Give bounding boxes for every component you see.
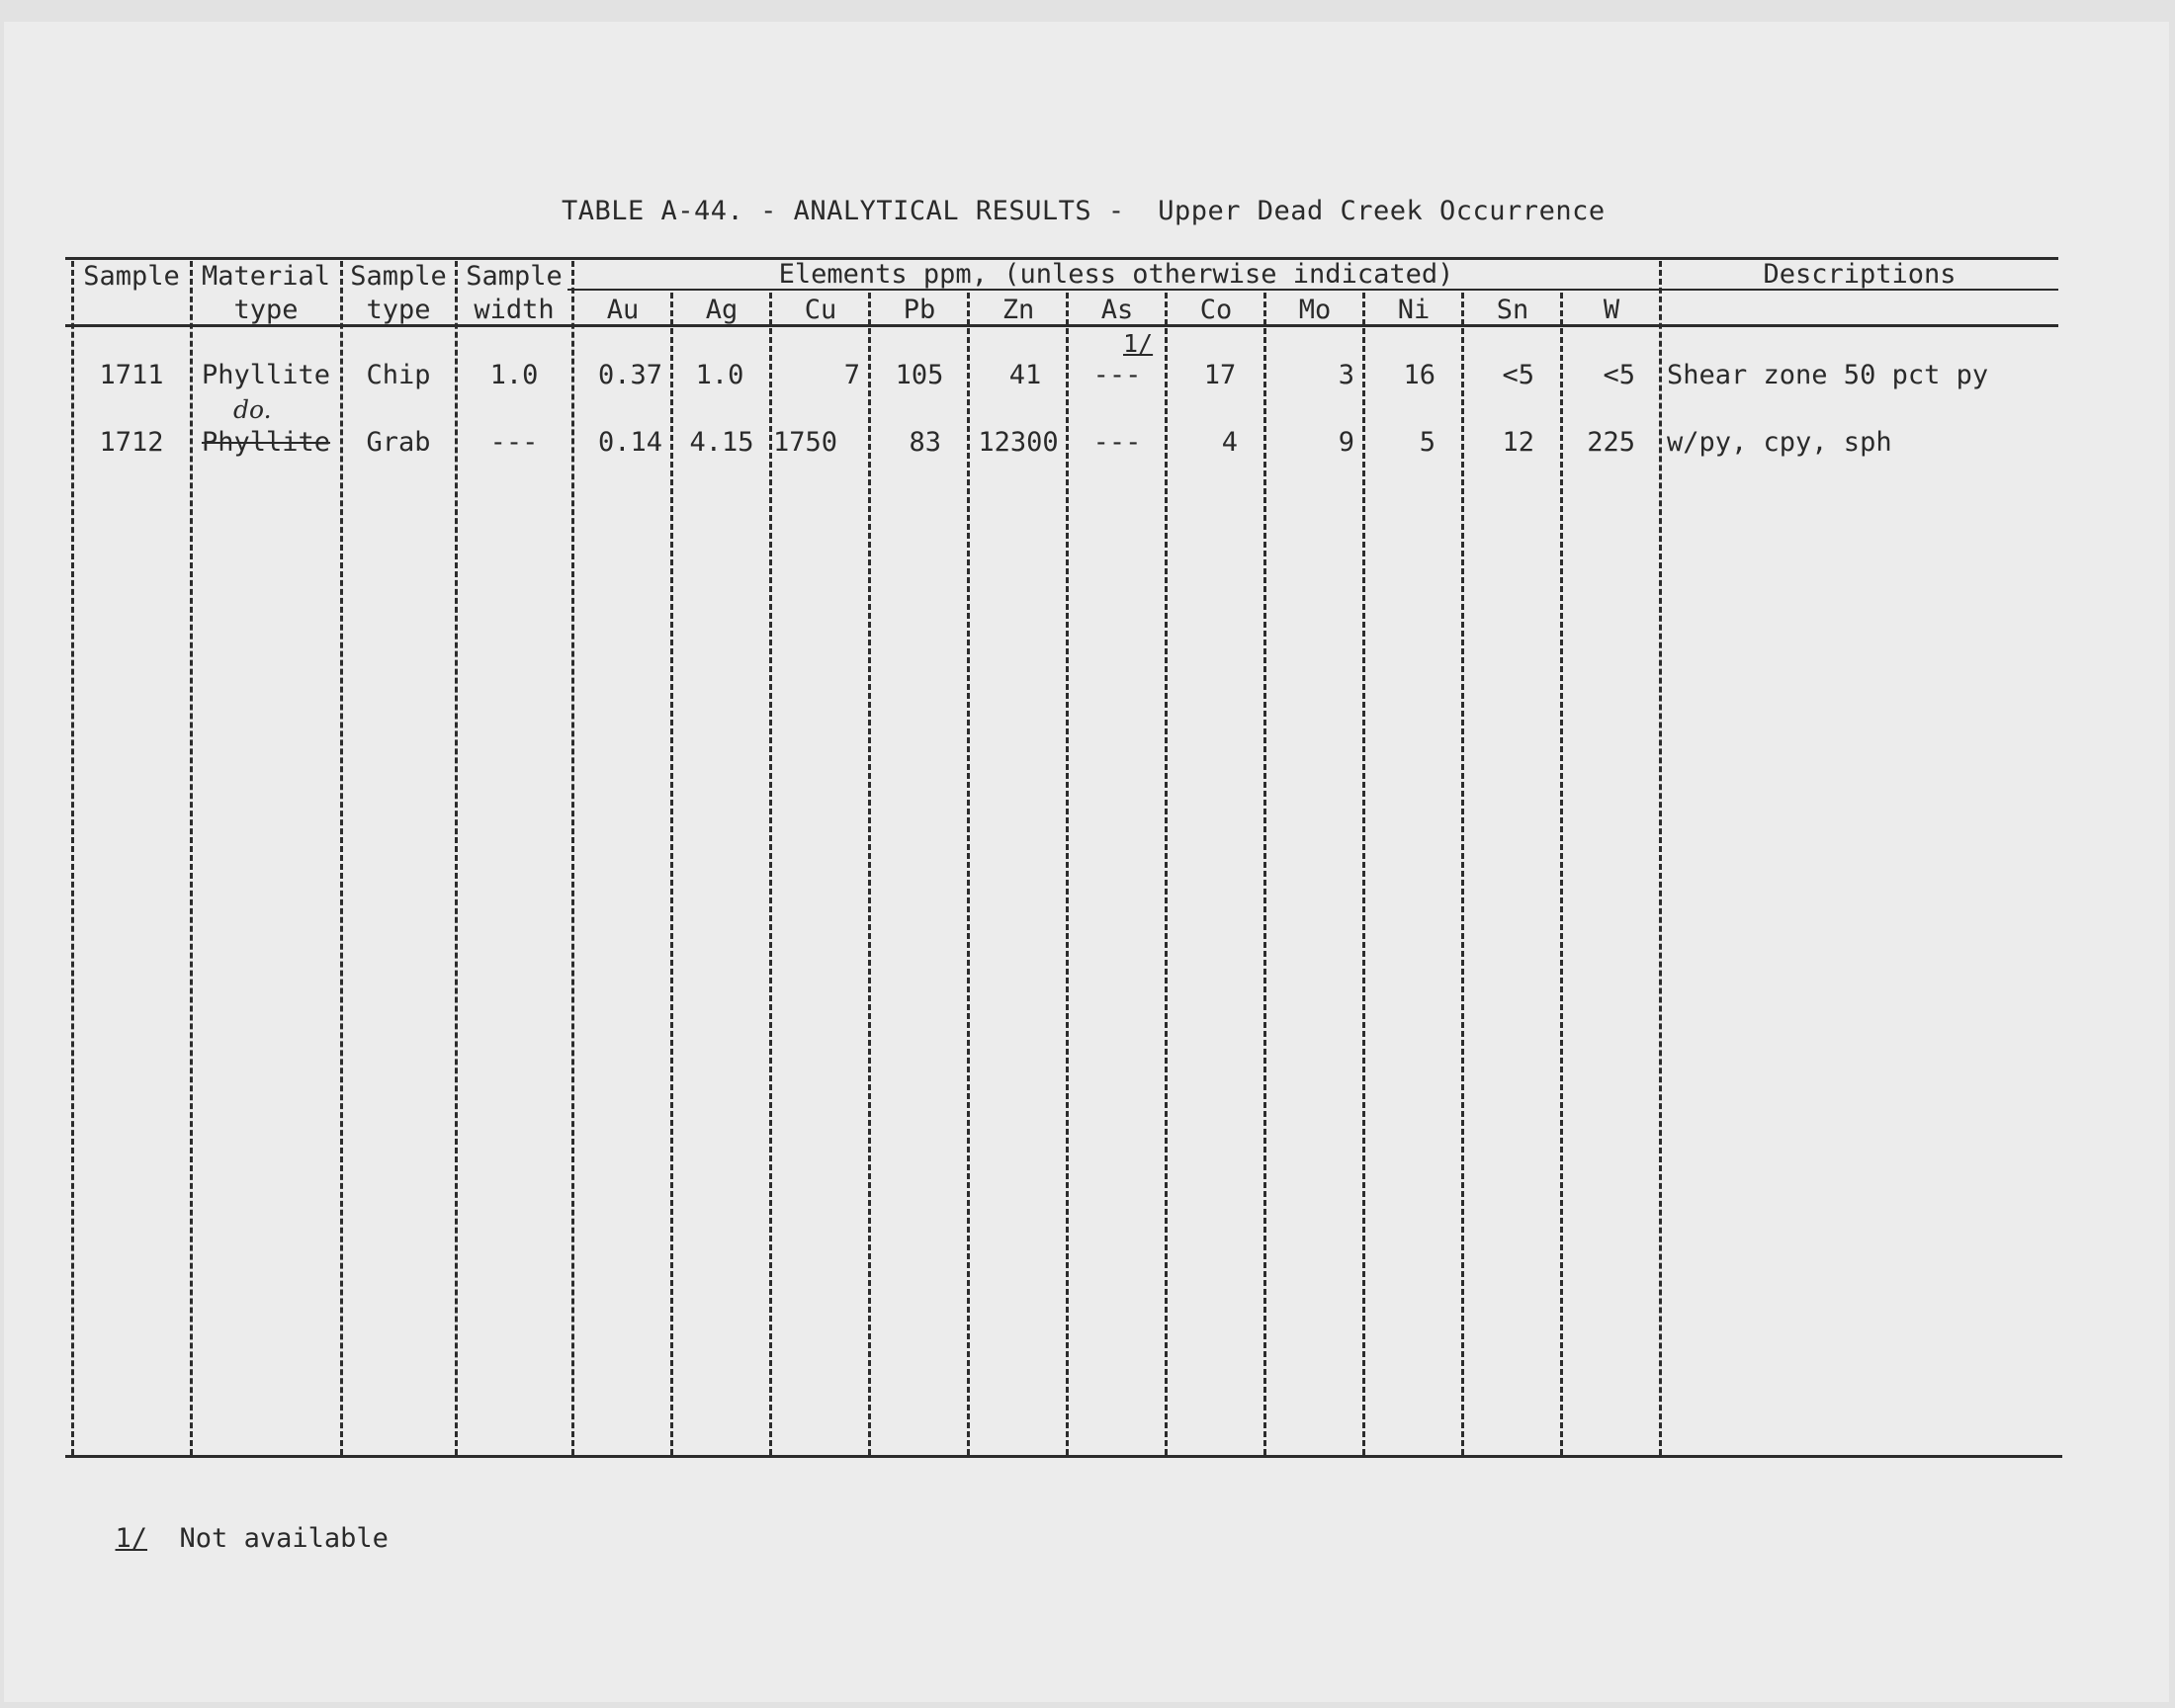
col-divider — [769, 293, 772, 1455]
value-sn: <5 — [1502, 360, 1534, 390]
value-ni: 5 — [1419, 427, 1436, 458]
description: w/py, cpy, sph — [1667, 427, 1892, 458]
footnote — [83, 1493, 389, 1554]
value-mo: 9 — [1338, 427, 1354, 458]
col-divider — [1165, 293, 1168, 1455]
header-material-2: type — [233, 295, 299, 325]
col-divider — [340, 261, 343, 1455]
table-bottom-rule — [65, 1455, 2062, 1458]
col-divider — [1362, 293, 1365, 1455]
footnote-marker: 1/ — [115, 1523, 148, 1554]
value-zn: 12300 — [978, 427, 1059, 458]
header-ni: Ni — [1397, 295, 1431, 325]
value-zn: 41 — [1008, 360, 1042, 390]
value-w: 225 — [1587, 427, 1635, 458]
table-title: TABLE A-44. - ANALYTICAL RESULTS - Upper Dead Creek Occurrence — [562, 196, 1606, 226]
col-divider — [1659, 261, 1662, 1455]
header-co: Co — [1199, 295, 1233, 325]
header-sample-type: Sample — [350, 261, 447, 292]
col-divider — [1560, 293, 1563, 1455]
value-cu: 7 — [843, 360, 860, 390]
material-type: Phyllite — [201, 360, 331, 390]
footnote-text: Not available — [179, 1523, 389, 1554]
material-type: Phyllite — [201, 427, 331, 458]
col-divider — [868, 293, 871, 1455]
col-divider — [190, 261, 193, 1455]
col-divider — [455, 261, 458, 1455]
col-divider — [71, 261, 74, 1455]
header-w: W — [1603, 295, 1620, 325]
header-cu: Cu — [804, 295, 837, 325]
col-divider — [1461, 293, 1464, 1455]
sample-id: 1711 — [99, 360, 164, 390]
value-as: --- — [1092, 360, 1142, 390]
header-pb: Pb — [903, 295, 936, 325]
value-co: 17 — [1203, 360, 1237, 390]
header-as: As — [1100, 295, 1134, 325]
col-divider — [571, 261, 574, 1455]
header-sample-width-2: width — [474, 295, 555, 325]
sample-width: --- — [489, 427, 539, 458]
value-au: 0.37 — [597, 360, 662, 390]
as-footnote-ref: 1/ — [1123, 329, 1154, 358]
header-ag: Ag — [705, 295, 739, 325]
header-descriptions: Descriptions — [1763, 259, 1957, 290]
value-mo: 3 — [1338, 360, 1354, 390]
value-ni: 16 — [1403, 360, 1436, 390]
col-divider — [967, 293, 970, 1455]
header-sample-type-2: type — [366, 295, 431, 325]
sample-id: 1712 — [99, 427, 164, 458]
sample-type: Grab — [366, 427, 431, 458]
header-sample-width: Sample — [466, 261, 563, 292]
header-sn: Sn — [1496, 295, 1529, 325]
col-divider — [1263, 293, 1266, 1455]
value-ag: 4.15 — [689, 427, 754, 458]
value-sn: 12 — [1502, 427, 1534, 458]
header-sample: Sample — [83, 261, 180, 292]
handwritten-ditto: do. — [233, 395, 272, 424]
col-divider — [670, 293, 673, 1455]
sample-type: Chip — [366, 360, 431, 390]
value-pb: 83 — [909, 427, 941, 458]
header-mo: Mo — [1298, 295, 1332, 325]
value-as: --- — [1092, 427, 1142, 458]
value-au: 0.14 — [597, 427, 662, 458]
value-co: 4 — [1221, 427, 1238, 458]
sample-width: 1.0 — [489, 360, 539, 390]
value-ag: 1.0 — [695, 360, 744, 390]
header-elements-group: Elements ppm, (unless otherwise indicated) — [778, 259, 1454, 290]
header-zn: Zn — [1001, 295, 1035, 325]
value-w: <5 — [1603, 360, 1635, 390]
value-pb: 105 — [895, 360, 944, 390]
col-divider — [1066, 293, 1069, 1455]
header-au: Au — [606, 295, 640, 325]
description: Shear zone 50 pct py — [1667, 360, 1989, 390]
value-cu: 1750 — [773, 427, 838, 458]
header-material: Material — [201, 261, 331, 292]
